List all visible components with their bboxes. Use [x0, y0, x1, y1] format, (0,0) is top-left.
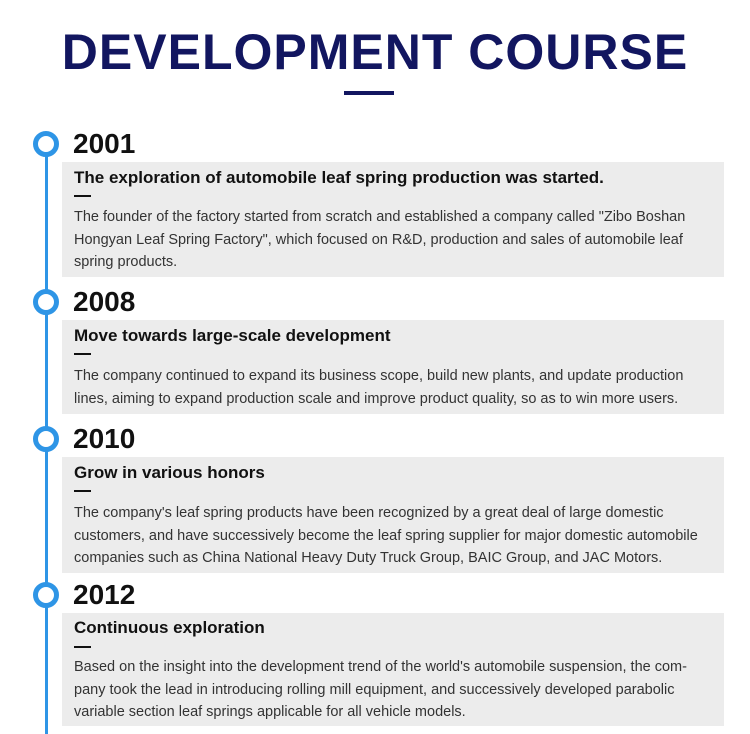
entry-heading: Grow in various honors	[74, 463, 265, 482]
entry-body: Based on the insight into the development trend of the world's automobile suspension, the com-pany took the lead in introducing rolling mill equipment, and successively developed parabolic variable section leaf springs applicable for all vehicle models.	[74, 659, 687, 720]
timeline-dot-icon	[33, 131, 59, 157]
entry-card	[62, 613, 724, 726]
timeline-dot-icon	[33, 582, 59, 608]
entry-year: 2010	[73, 423, 136, 454]
entry-heading: Move towards large-scale development	[74, 326, 391, 345]
entry-body: The founder of the factory started from scratch and established a company called "Zibo Boshan Hongyan Leaf Spring Factory", which focused on R&D, production and sales of automobile leaf spring products.	[74, 209, 686, 270]
timeline-dot-icon	[33, 289, 59, 315]
entry-card	[62, 162, 724, 277]
entry-dash	[74, 195, 91, 197]
entry-card	[62, 320, 724, 414]
entry-year: 2001	[73, 128, 136, 159]
title-underline	[344, 91, 394, 95]
page-title: DEVELOPMENT COURSE	[61, 24, 689, 80]
entry-dash	[74, 353, 91, 355]
timeline-dot-icon	[33, 426, 59, 452]
entry-heading: Continuous exploration	[74, 618, 265, 637]
entry-year: 2008	[73, 286, 136, 317]
entry-dash	[74, 646, 91, 648]
entry-dash	[74, 490, 91, 492]
entry-body: The company's leaf spring products have been recognized by a great deal of large domestic customers, and have successively become the leaf spring supplier for major domestic automobile companies such as China National Heavy Duty Truck Group, BAIC Group, and JAC Motors.	[74, 505, 698, 566]
entry-heading: The exploration of automobile leaf spring production was started.	[74, 168, 604, 187]
entry-year: 2012	[73, 579, 136, 610]
entry-card	[62, 457, 724, 573]
entry-body: The company continued to expand its business scope, build new plants, and update production lines, aiming to expand production scale and improve product quality, so as to win more users.	[74, 368, 684, 407]
